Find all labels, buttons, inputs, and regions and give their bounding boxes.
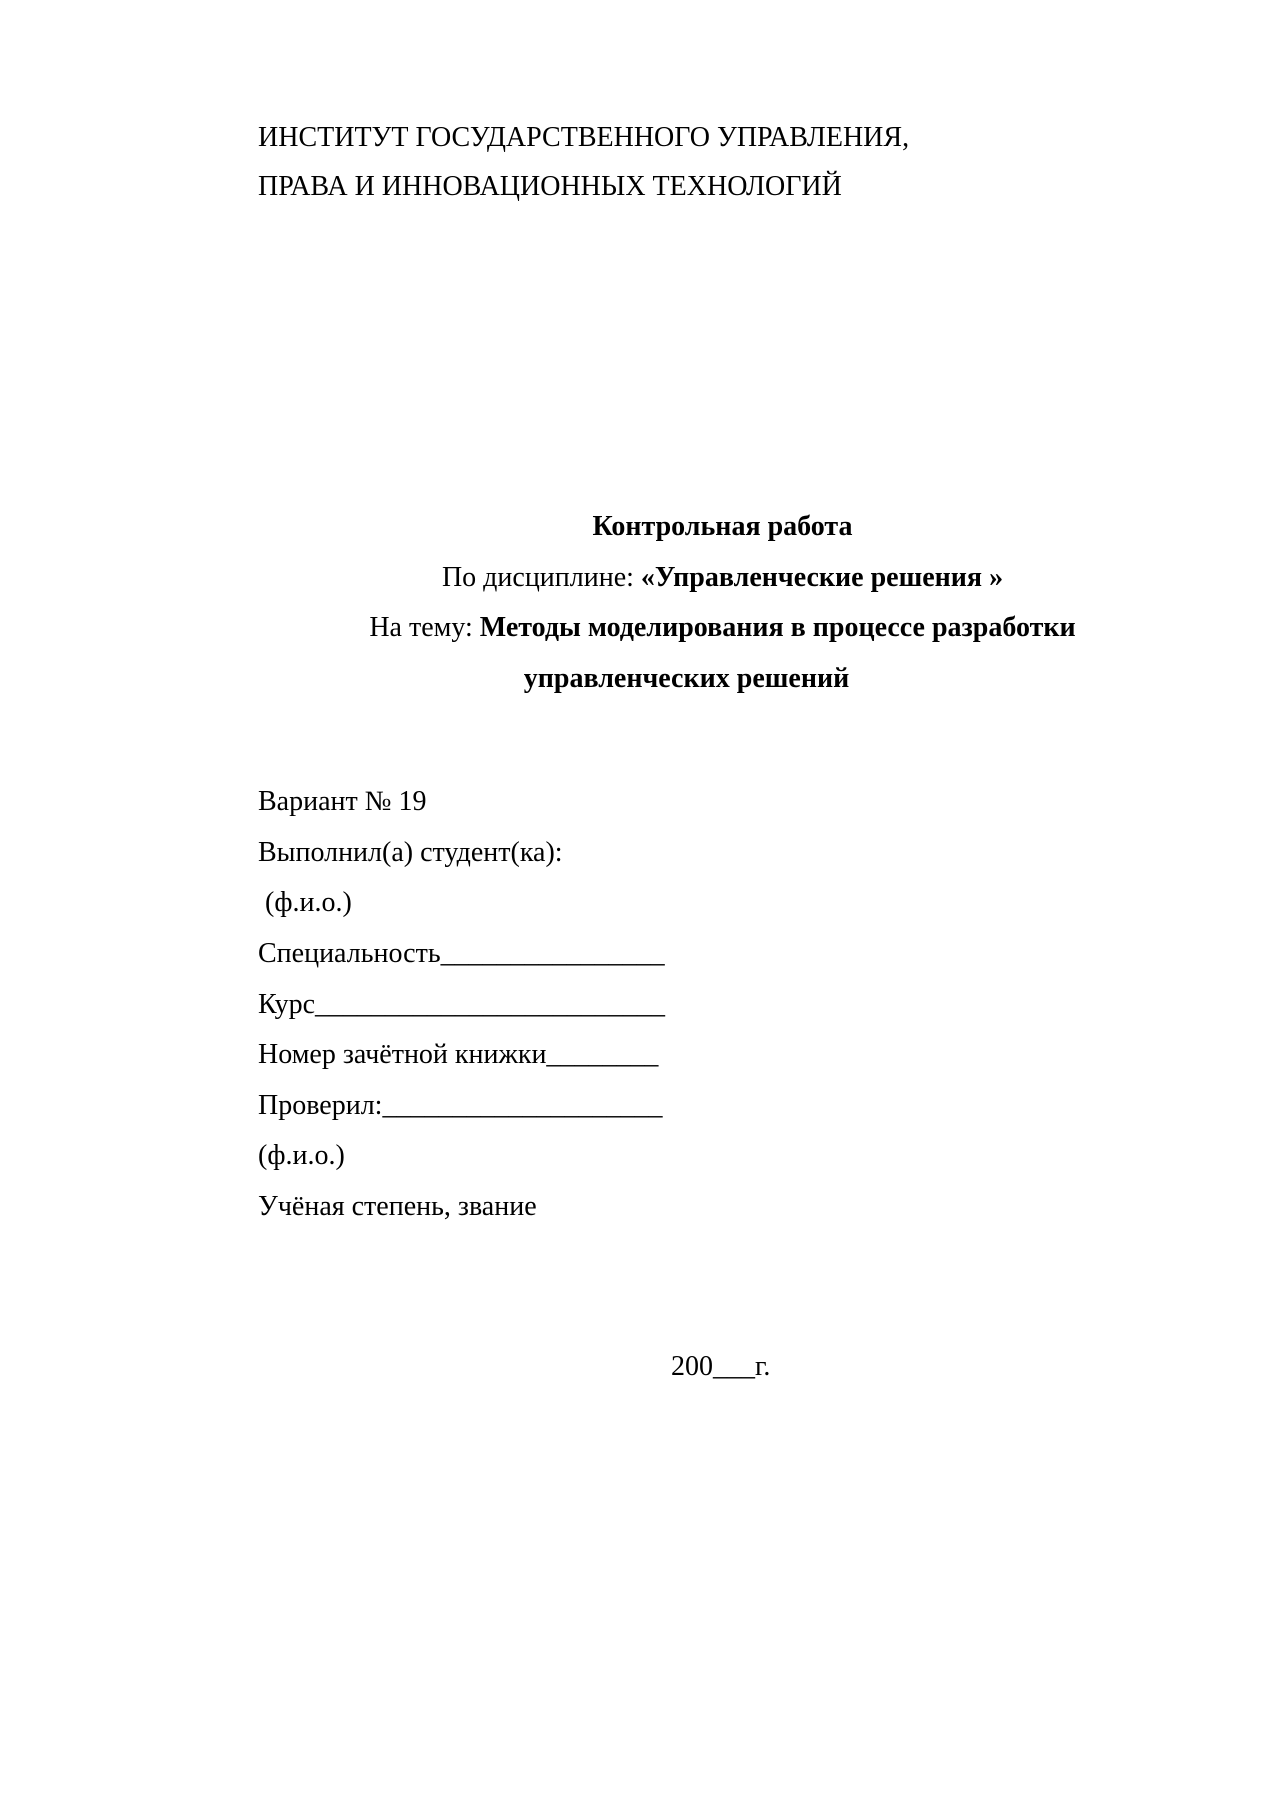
topic-prefix: На тему: (369, 612, 480, 643)
course-field: Курс_________________________ (258, 989, 665, 1020)
institute-name-line2: ПРАВА И ИННОВАЦИОННЫХ ТЕХНОЛОГИЙ (258, 171, 842, 202)
specialty-field: Специальность________________ (258, 938, 665, 969)
work-type-title: Контрольная работа (592, 511, 853, 542)
checker-fio-label: (ф.и.о.) (258, 1140, 345, 1171)
topic-name-line1: Методы моделирования в процессе разработки (479, 612, 1076, 643)
variant-number: Вариант № 19 (258, 786, 427, 817)
record-book-field: Номер зачётной книжки________ (258, 1039, 659, 1070)
discipline-prefix: По дисциплине: (441, 562, 641, 593)
topic-line (0, 611, 1280, 645)
discipline-name: «Управленческие решения » (640, 562, 1004, 593)
checked-by-field: Проверил:____________________ (258, 1090, 663, 1121)
academic-degree-label: Учёная степень, звание (258, 1191, 537, 1222)
institute-name-line1: ИНСТИТУТ ГОСУДАРСТВЕННОГО УПРАВЛЕНИЯ, (258, 122, 910, 153)
topic-name-line2: управленческих решений (523, 663, 850, 694)
year-field: 200___г. (671, 1351, 771, 1382)
discipline-line (0, 561, 1280, 595)
student-fio-label: (ф.и.о.) (258, 887, 352, 918)
performed-by-label: Выполнил(а) студент(ка): (258, 837, 563, 868)
